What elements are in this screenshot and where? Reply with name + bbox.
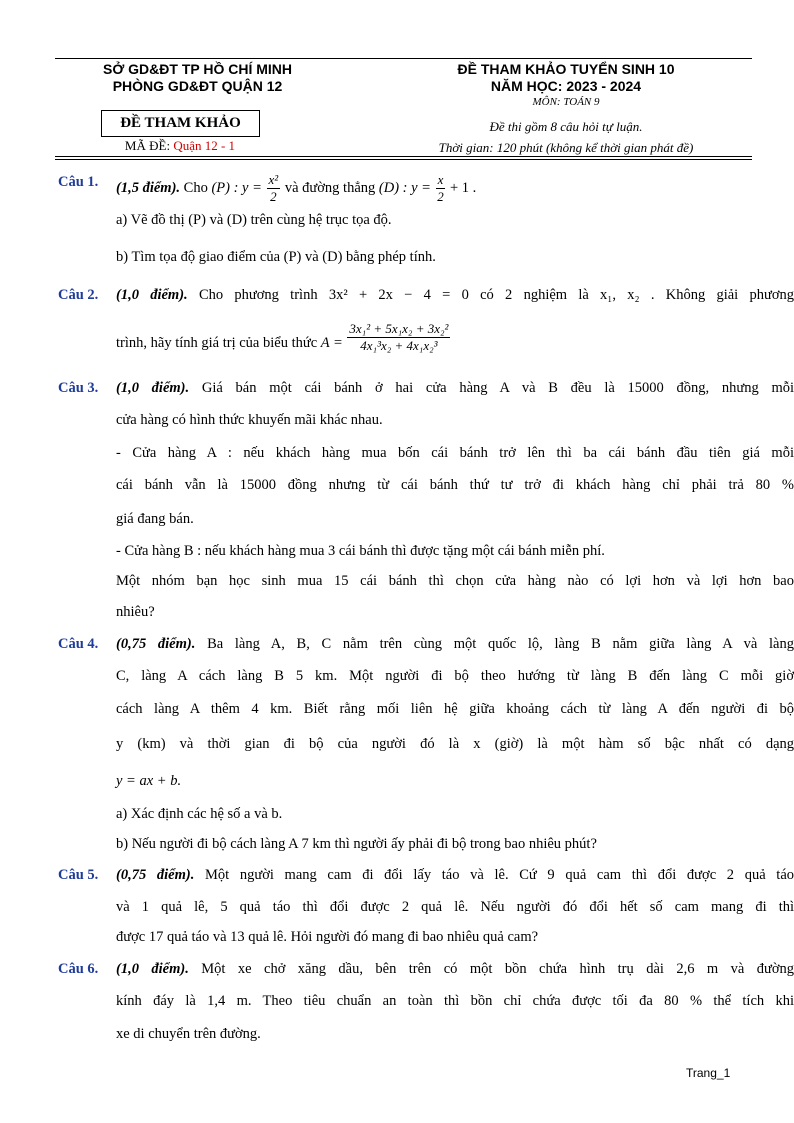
question-3-line-8: nhiêu?: [116, 604, 155, 620]
header-bottom-rule: [55, 156, 752, 157]
exam-code-label: MÃ ĐỀ:: [124, 138, 174, 153]
question-2-text-1: Cho phương trình 3x² + 2x − 4 = 0 có 2 nghiệm là x₁, x₂ . Không giải phương: [198, 287, 794, 303]
question-3-line-2: cửa hàng có hình thức khuyến mãi khác nhau.: [116, 412, 383, 428]
question-5-label: Câu 5.: [58, 867, 99, 883]
exam-info-questions: Đề thi gồm 8 câu hỏi tự luận.: [489, 119, 643, 134]
question-6-label: Câu 6.: [58, 961, 99, 977]
question-4-text-1: Ba làng A, B, C nằm trên cùng một quốc lộ, làng B nằm giữa làng A và làng: [207, 636, 794, 652]
question-4-line-2: C, làng A cách làng B 5 km. Một người đi bộ theo hướng từ làng B đến làng C mỗi giờ: [116, 668, 794, 684]
expression-lhs: A =: [320, 334, 343, 351]
question-6-text-1: Một xe chở xăng dầu, bên trên có một bồn chứa hình trụ dài 2,6 m và đường: [201, 961, 794, 977]
question-4-line-1: [116, 636, 794, 653]
question-5-line-3: được 17 quả táo và 13 quả lê. Hỏi người đó mang đi bao nhiêu quả cam?: [116, 929, 539, 945]
question-2-text-2: trình, hãy tính giá trị của biểu thức: [116, 334, 318, 351]
exam-info-time: Thời gian: 120 phút (không kể thời gian phát đề): [438, 140, 694, 155]
question-4-part-b: b) Nếu người đi bộ cách làng A 7 km thì người ấy phải đi bộ trong bao nhiêu phút?: [116, 836, 597, 852]
department-line-1: SỞ GD&ĐT TP HỒ CHÍ MINH: [102, 61, 293, 77]
page-number: Trang_1: [686, 1066, 731, 1080]
question-3-points: (1,0 điểm).: [116, 380, 190, 396]
parabola-fraction: [267, 172, 281, 205]
question-4-part-a: a) Xác định các hệ số a và b.: [116, 806, 283, 822]
line-tail: + 1 .: [449, 179, 477, 196]
question-4-line-3: cách làng A thêm 4 km. Biết rằng mối liên hệ giữa khoảng cách từ làng A đến người đi bộ: [116, 701, 794, 717]
question-3-line-6: - Cửa hàng B : nếu khách hàng mua 3 cái bánh thì được tặng một cái bánh miễn phí.: [116, 543, 605, 559]
line-denominator: 2: [437, 189, 444, 204]
question-1-intro: Cho: [183, 179, 208, 196]
question-2-label: Câu 2.: [58, 287, 99, 303]
department-line-2: PHÒNG GD&ĐT QUẬN 12: [112, 78, 283, 94]
question-2-line-2: [116, 321, 451, 354]
line-numerator: x: [437, 172, 444, 187]
parabola-numerator: x²: [268, 172, 279, 187]
expression-fraction: [347, 321, 450, 354]
question-3-line-5: giá đang bán.: [116, 511, 194, 527]
reference-exam-box: ĐỀ THAM KHẢO: [101, 110, 260, 137]
question-3-label: Câu 3.: [58, 380, 99, 396]
question-2-line-1: [116, 287, 794, 304]
header-top-rule: [55, 58, 752, 59]
question-5-line-1: [116, 867, 794, 884]
question-6-line-3: xe di chuyển trên đường.: [116, 1026, 261, 1042]
question-3-line-7: Một nhóm bạn học sinh mua 15 cái bánh thì chọn cửa hàng nào có lợi hơn và lợi hơn bao: [116, 573, 794, 589]
parabola-label: (P) : y =: [211, 179, 262, 196]
question-3-line-3: - Cửa hàng A : nếu khách hàng mua bốn cái bánh trở lên thì ba cái bánh đầu tiên giá mỗi: [116, 445, 794, 461]
question-6-line-2: kính đáy là 1,4 m. Theo tiêu chuẩn an toàn thì bồn chỉ chứa được tối đa 80 % thể tích khi: [116, 993, 794, 1009]
exam-code: [55, 138, 305, 154]
header-bottom-rule-2: [55, 159, 752, 160]
question-3-line-4: cái bánh vẫn là 15000 đồng nhưng từ cái bánh thứ tư trở đi khách hàng chỉ phải trả 80 %: [116, 477, 794, 493]
question-1-statement: [116, 172, 476, 205]
question-3-line-1: [116, 380, 794, 397]
department-header: [55, 61, 340, 95]
question-1-part-b: b) Tìm tọa độ giao điểm của (P) và (D) bằng phép tính.: [116, 249, 436, 265]
question-5-points: (0,75 điểm).: [116, 867, 195, 883]
question-4-points: (0,75 điểm).: [116, 636, 196, 652]
exam-title-line-2: NĂM HỌC: 2023 - 2024: [490, 78, 642, 94]
question-3-text-1: Giá bán một cái bánh ở hai cửa hàng A và B đều là 15000 đồng, nhưng mỗi: [201, 380, 794, 396]
parabola-denominator: 2: [270, 189, 277, 204]
exam-info: [380, 116, 752, 158]
question-4-label: Câu 4.: [58, 636, 99, 652]
expression-denominator: 4x₁³x₂ + 4x₁x₂³: [360, 338, 438, 353]
question-1-part-a: a) Vẽ đồ thị (P) và (D) trên cùng hệ trục tọa độ.: [116, 212, 392, 228]
subject-label: MÔN: TOÁN 9: [532, 96, 600, 108]
question-4-line-4: y (km) và thời gian đi bộ của người đó là x (giờ) là một hàm số bậc nhất có dạng: [116, 736, 794, 752]
question-4-line-5: y = ax + b.: [116, 773, 182, 789]
question-5-line-2: và 1 quả lê, 5 quả táo thì đổi được 2 quả lê. Nếu người đó đổi hết số cam mang đi thì: [116, 899, 794, 915]
line-label: (D) : y =: [378, 179, 431, 196]
exam-title-line-1: ĐỀ THAM KHẢO TUYỂN SINH 10: [457, 61, 675, 77]
question-1-label: Câu 1.: [58, 174, 99, 190]
question-1-and-line: và đường thẳng: [284, 179, 376, 196]
exam-title: [380, 61, 752, 95]
question-6-line-1: [116, 961, 794, 978]
exam-code-value: Quận 12 - 1: [173, 138, 236, 153]
question-2-points: (1,0 điểm).: [116, 287, 188, 303]
question-1-points: (1,5 điểm).: [116, 179, 181, 196]
expression-numerator: 3x₁² + 5x₁x₂ + 3x₂²: [349, 321, 449, 336]
question-5-text-1: Một người mang cam đi đổi lấy táo và lê. Cứ 9 quả cam thì đổi được 2 quả táo: [205, 867, 794, 883]
question-6-points: (1,0 điểm).: [116, 961, 189, 977]
line-fraction: [436, 172, 446, 205]
